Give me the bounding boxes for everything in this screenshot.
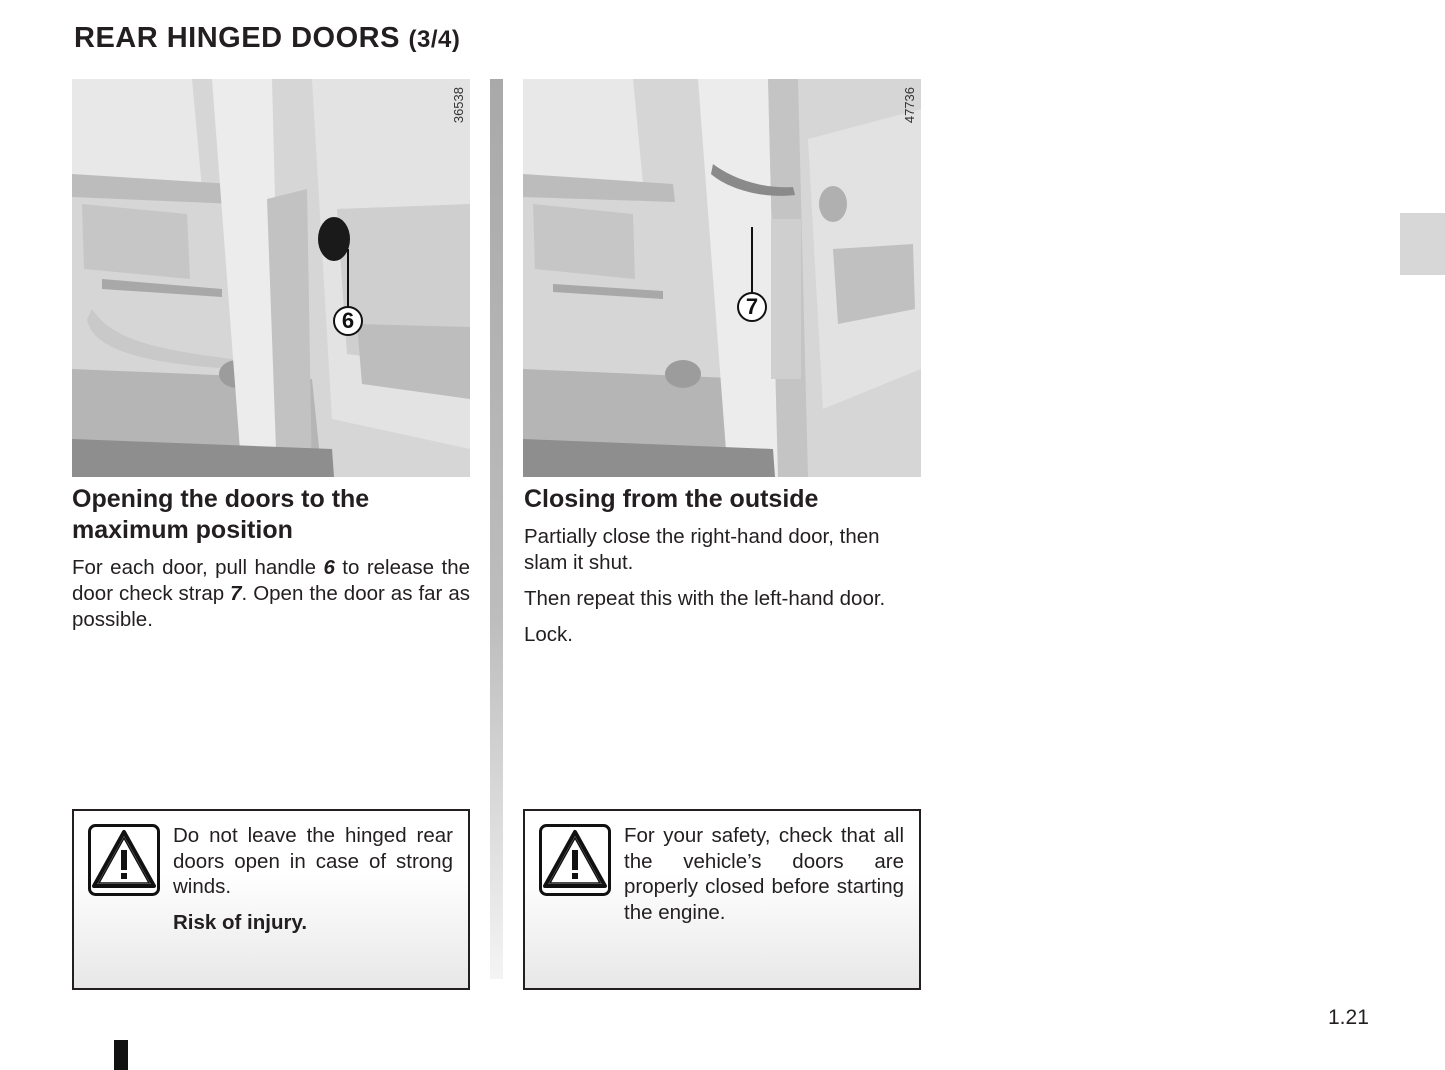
chapter-tab bbox=[1400, 213, 1445, 275]
warning-text-wind bbox=[173, 823, 453, 945]
figure-door-check-strap bbox=[523, 79, 921, 477]
figure-code: 36538 bbox=[451, 87, 466, 124]
page-number: 1.21 bbox=[1328, 1006, 1369, 1029]
warning-message: Do not leave the hinged rear doors open in case of strong winds. bbox=[173, 824, 453, 898]
door-handle-illustration bbox=[72, 79, 470, 477]
opening-instructions bbox=[72, 555, 470, 643]
warning-emphasis: Risk of injury. bbox=[173, 910, 308, 934]
closing-instructions bbox=[524, 524, 924, 658]
warning-box-safety bbox=[523, 809, 921, 990]
opening-text-1: For each door, pull handle bbox=[72, 556, 324, 579]
closing-paragraph-2: Then repeat this with the left-hand door. bbox=[524, 587, 886, 610]
closing-paragraph-3: Lock. bbox=[524, 623, 573, 646]
section-heading-closing: Closing from the outside bbox=[524, 485, 819, 513]
opening-text-2: to release the door check strap bbox=[72, 556, 470, 605]
closing-paragraph-1: Partially close the right-hand door, then slam it shut. bbox=[524, 525, 880, 574]
figure-door-handle bbox=[72, 79, 470, 477]
warning-triangle-icon bbox=[88, 824, 160, 896]
handle-ref: 6 bbox=[323, 556, 335, 579]
section-heading-opening: Opening the doors to the maximum position bbox=[72, 485, 370, 544]
warning-triangle-icon bbox=[539, 824, 611, 896]
door-strap-illustration bbox=[523, 79, 921, 477]
warning-message: For your safety, check that all the vehicle’s doors are properly closed before starting the engine. bbox=[624, 824, 904, 924]
callout-7: 7 bbox=[737, 292, 767, 322]
opening-paragraph bbox=[72, 555, 470, 633]
opening-text-3: . Open the door as far as possible. bbox=[72, 582, 470, 631]
strap-ref: 7 bbox=[230, 582, 242, 605]
column-divider bbox=[490, 79, 503, 979]
callout-6: 6 bbox=[333, 306, 363, 336]
page-title-main: REAR HINGED DOORS bbox=[74, 22, 400, 54]
figure-code: 47736 bbox=[902, 87, 917, 124]
warning-text-safety bbox=[624, 823, 904, 935]
callout-line-7 bbox=[751, 227, 753, 293]
callout-line-6 bbox=[347, 249, 349, 307]
print-mark bbox=[114, 1040, 128, 1070]
page-title-part: (3/4) bbox=[408, 26, 461, 53]
warning-box-wind bbox=[72, 809, 470, 990]
page-title bbox=[74, 22, 460, 55]
